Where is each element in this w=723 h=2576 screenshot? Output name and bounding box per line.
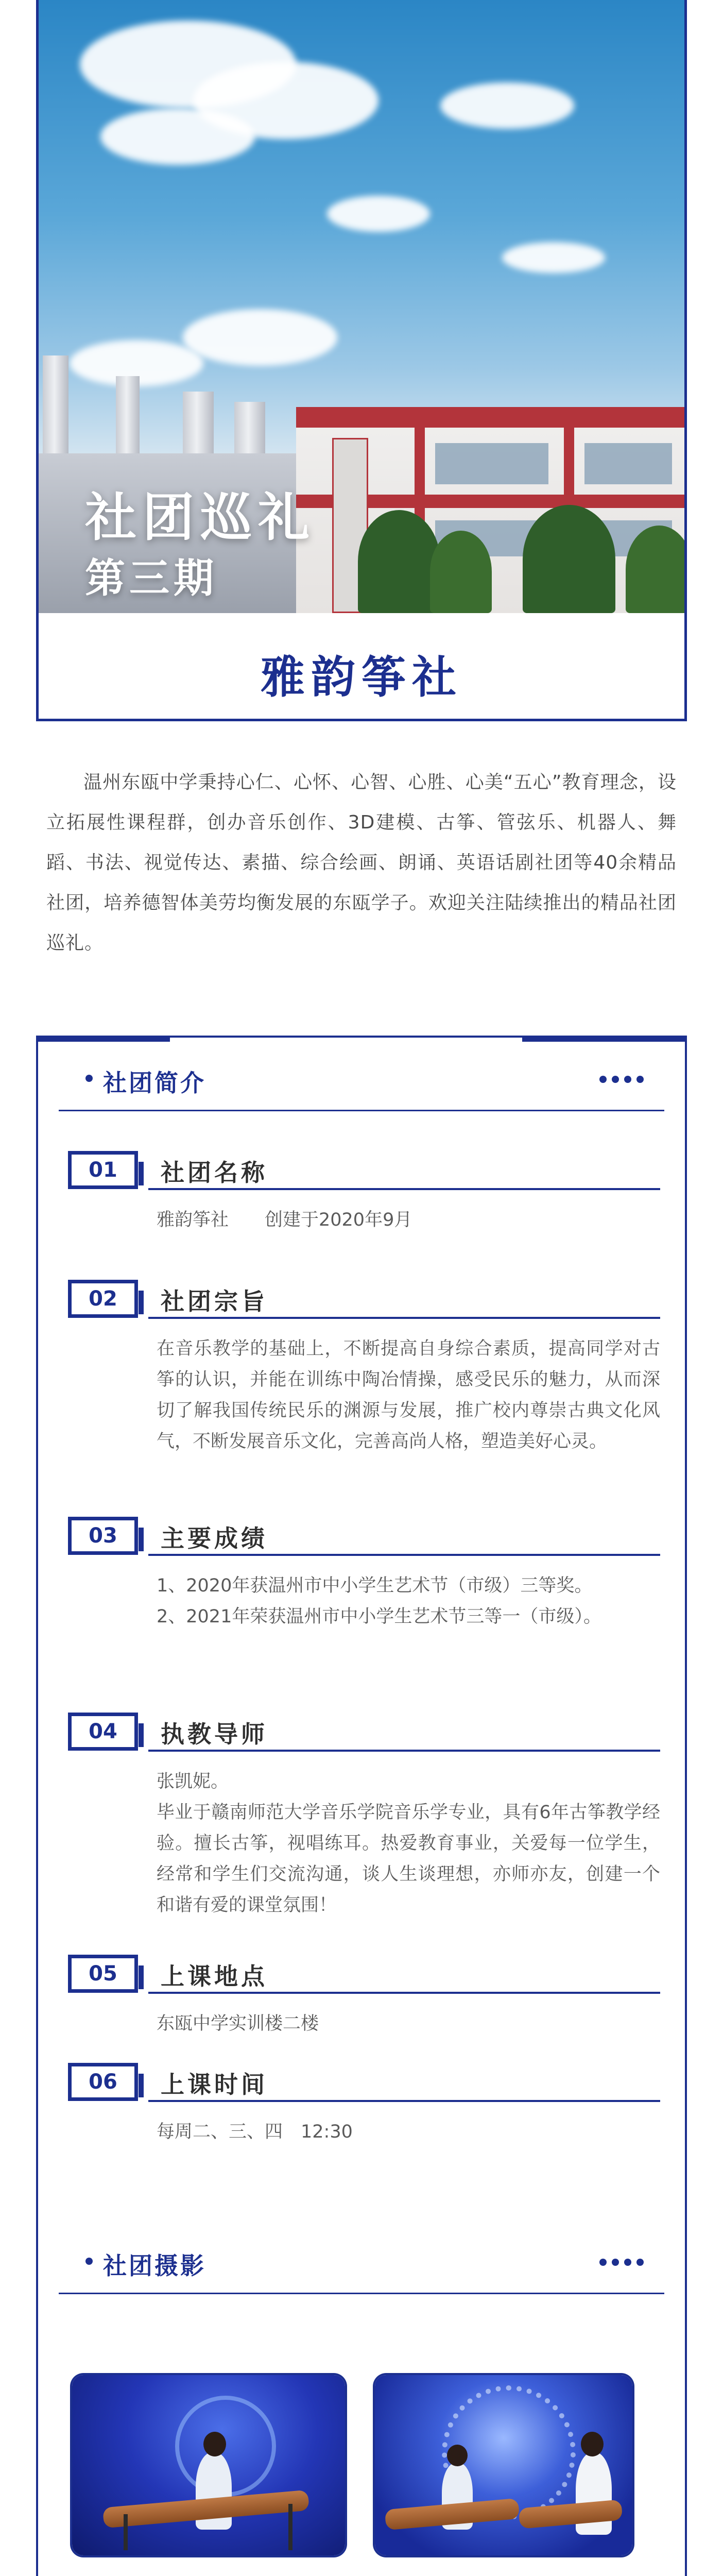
section-number: 05: [68, 1955, 138, 1993]
section-text: 1、2020年获温州市中小学生艺术节（市级）三等奖。 2、2021年荣获温州市中小学生艺术节三等一（市级）。: [157, 1575, 601, 1627]
more-icon: [594, 1076, 644, 1083]
stage-ensemble-photo: [375, 2375, 632, 2555]
issue-number: 第三期: [85, 555, 218, 602]
section-text: 东瓯中学实训楼二楼: [157, 2013, 319, 2034]
section-title: 社团宗旨: [161, 1287, 268, 1315]
section-purpose: [68, 1280, 660, 1512]
section-title: 社团名称: [161, 1159, 268, 1187]
card-header: [59, 2236, 664, 2294]
stage-performance-photo: [72, 2375, 345, 2555]
section-location: [68, 1955, 660, 2058]
section-number: 04: [68, 1713, 138, 1751]
section-number: 01: [68, 1151, 138, 1189]
intro-paragraph: 温州东瓯中学秉持心仁、心怀、心智、心胜、心美“五心”教育理念，设立拓展性课程群，创办音乐创作、3D建模、古筝、管弦乐、机器人、舞蹈、书法、视觉传达、素描、综合绘画、朗诵、英语话剧社团等40余精品社团，培养德智体美劳均衡发展的东瓯学子。欢迎关注陆续推出的精品社团巡礼。: [46, 772, 677, 954]
section-instructor: [68, 1713, 660, 1929]
section-time: [68, 2063, 660, 2166]
section-title: 主要成绩: [161, 1524, 268, 1552]
section-achievements: [68, 1517, 660, 1687]
series-title: 社团巡礼: [85, 487, 316, 548]
header-banner: [36, 0, 687, 721]
club-info-card: [36, 1036, 687, 2221]
club-photo-card: [36, 2215, 687, 2576]
section-number: 02: [68, 1280, 138, 1318]
section-club-name: [68, 1151, 660, 1254]
section-title: 上课地点: [161, 1962, 268, 1990]
section-title: 执教导师: [161, 1720, 268, 1748]
section-text: 在音乐教学的基础上，不断提高自身综合素质，提高同学对古筝的认识，并能在训练中陶冶情操，感受民乐的魅力，从而深切了解我国传统民乐的渊源与发展，推广校内尊崇古典文化风气，不断发展音乐文化，完善高尚人格，塑造美好心灵。: [157, 1338, 660, 1452]
more-icon: [594, 2259, 644, 2266]
club-name-title: 雅韵筝社: [261, 652, 462, 703]
section-text: 张凯妮。 毕业于赣南师范大学音乐学院音乐学专业，具有6年古筝教学经验。擅长古筝，视唱练耳。热爱教育事业，关爱每一位学生，经常和学生们交流沟通，谈人生谈理想，亦师亦友，创建一个和谐有爱的课堂氛围！: [157, 1771, 660, 1916]
section-title: 上课时间: [161, 2071, 268, 2098]
card-title: 社团简介: [103, 1069, 206, 1097]
school-photo: [39, 0, 684, 613]
section-text: 每周二、三、四 12:30: [157, 2122, 353, 2142]
section-number: 03: [68, 1517, 138, 1555]
section-text: 雅韵筝社 创建于2020年9月: [157, 1210, 412, 1230]
card-title: 社团摄影: [103, 2252, 206, 2280]
card-header: [59, 1053, 664, 1111]
section-number: 06: [68, 2063, 138, 2101]
